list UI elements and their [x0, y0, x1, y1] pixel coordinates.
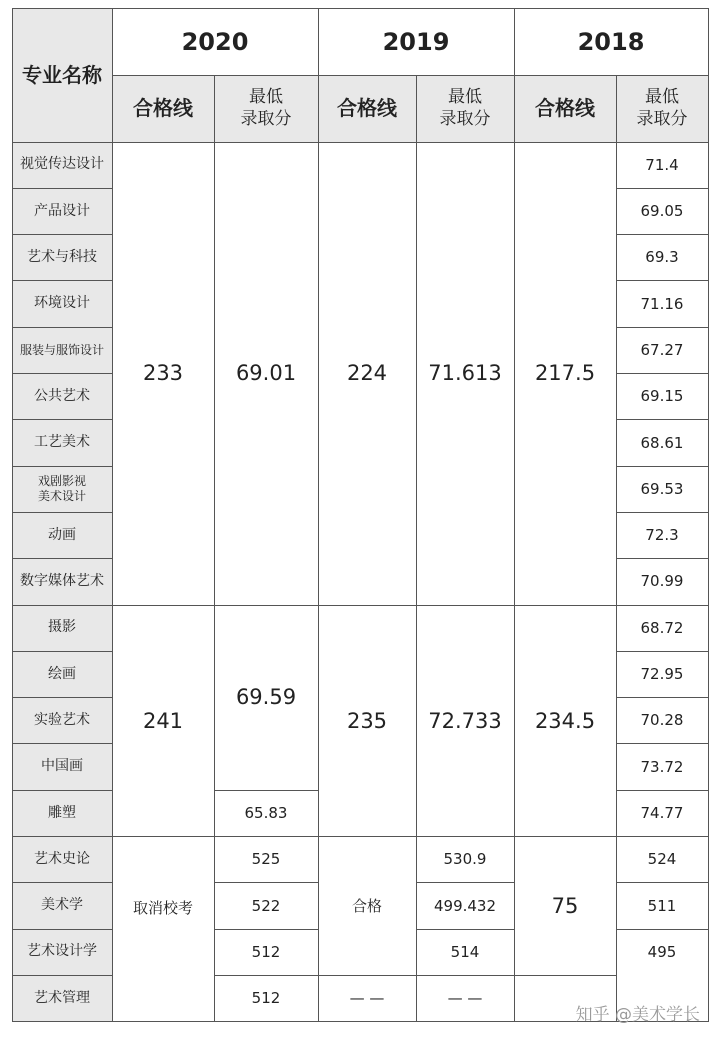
grid-line	[416, 882, 514, 883]
min-score-2020-cell: 512	[251, 942, 281, 961]
pass-line-header: 合格线	[112, 75, 214, 142]
grid-line	[12, 512, 112, 513]
major-name-cell: 绘画	[12, 651, 112, 697]
major-name-cell: 动画	[12, 512, 112, 558]
grid-line	[416, 929, 514, 930]
min-score-2018-cell: 74.77	[640, 803, 684, 822]
grid-line	[214, 975, 318, 976]
grid-line	[616, 419, 708, 420]
major-name-cell: 工艺美术	[12, 420, 112, 466]
major-name-cell: 艺术管理	[12, 975, 112, 1021]
grid-line	[112, 75, 708, 76]
min-score-2018-cell: 72.95	[640, 665, 684, 684]
min-score-2018-cell: 71.16	[640, 294, 684, 313]
major-column-header: 专业名称	[12, 8, 112, 142]
grid-line	[12, 929, 112, 930]
grid-line	[12, 419, 112, 420]
grid-line	[318, 8, 319, 1022]
grid-line	[616, 373, 708, 374]
min-score-2018-cell: 69.15	[640, 387, 684, 406]
min-score-2020-cell: 65.83	[244, 803, 288, 822]
year-header-2018: 2018	[577, 27, 645, 56]
min-score-2018-cell: 67.27	[640, 340, 684, 359]
pass-line-2020-cell: 取消校考	[132, 898, 193, 917]
grid-line	[214, 929, 318, 930]
major-name-cell: 环境设计	[12, 281, 112, 327]
major-name-cell: 视觉传达设计	[12, 142, 112, 188]
grid-line	[416, 975, 514, 976]
pass-line-2019-cell: 合格	[351, 896, 382, 915]
grid-line	[12, 790, 112, 791]
grid-line	[12, 975, 112, 976]
grid-line	[12, 8, 708, 9]
min-score-2018-cell: 511	[647, 896, 677, 915]
grid-line	[514, 975, 616, 976]
pass-line-2019-cell: 224	[346, 361, 388, 386]
min-score-2018-cell: 71.4	[645, 155, 679, 174]
min-score-2018-cell: 68.61	[640, 433, 684, 452]
grid-line	[514, 8, 515, 1022]
grid-line	[616, 466, 708, 467]
grid-line	[616, 188, 708, 189]
major-name-cell: 雕塑	[12, 790, 112, 836]
grid-line	[616, 234, 708, 235]
major-name-cell: 艺术史论	[12, 837, 112, 883]
grid-line	[616, 790, 708, 791]
major-name-cell: 美术学	[12, 883, 112, 929]
major-name-cell: 实验艺术	[12, 698, 112, 744]
min-score-2020-cell: 522	[251, 896, 281, 915]
grid-line	[616, 743, 708, 744]
watermark: 知乎 @美术学长	[575, 1005, 700, 1025]
grid-line	[12, 651, 112, 652]
min-score-2018-cell: 495	[647, 942, 677, 961]
grid-line	[616, 882, 708, 883]
grid-line	[616, 327, 708, 328]
grid-line	[12, 882, 112, 883]
grid-line	[12, 466, 112, 467]
grid-line	[12, 8, 13, 1022]
major-name-cell: 产品设计	[12, 188, 112, 234]
grid-line	[112, 8, 113, 1022]
pass-line-2020-cell: 241	[142, 708, 184, 733]
grid-line	[12, 373, 112, 374]
pass-line-header: 合格线	[514, 75, 616, 142]
grid-line	[12, 836, 708, 837]
min-score-2020-cell: 69.01	[235, 361, 297, 386]
min-score-2018-cell: 524	[647, 850, 677, 869]
grid-line	[616, 558, 708, 559]
pass-line-2018-cell: 75	[551, 893, 579, 918]
major-name-cell: 服装与服饰设计	[12, 327, 112, 373]
grid-line	[416, 75, 417, 1022]
min-score-2018-cell: 69.05	[640, 202, 684, 221]
major-name-cell: 艺术设计学	[12, 929, 112, 975]
min-score-2020-cell: 525	[251, 850, 281, 869]
min-score-2018-cell: 72.3	[645, 526, 679, 545]
min-score-2018-cell: 68.72	[640, 618, 684, 637]
grid-line	[616, 929, 708, 930]
min-score-2019-cell: — —	[447, 989, 483, 1008]
pass-line-2019-cell: — —	[349, 989, 385, 1008]
min-score-2019-cell: 71.613	[428, 361, 502, 386]
min-score-2018-cell: 73.72	[640, 757, 684, 776]
grid-line	[12, 188, 112, 189]
year-header-2020: 2020	[181, 27, 249, 56]
grid-line	[12, 743, 112, 744]
grid-line	[214, 75, 215, 1022]
min-score-2019-cell: 72.733	[428, 708, 502, 733]
year-header-2019: 2019	[382, 27, 450, 56]
grid-line	[616, 75, 617, 1022]
pass-line-2018-cell: 217.5	[534, 361, 596, 386]
min-score-2019-cell: 514	[450, 942, 480, 961]
grid-line	[12, 327, 112, 328]
min-score-header: 最低 录取分	[214, 75, 318, 142]
grid-line	[12, 234, 112, 235]
min-score-2018-cell: 70.28	[640, 711, 684, 730]
grid-line	[616, 512, 708, 513]
grid-line	[214, 790, 318, 791]
grid-line	[616, 651, 708, 652]
grid-line	[12, 605, 708, 606]
major-name-cell: 数字媒体艺术	[12, 559, 112, 605]
grid-line	[214, 882, 318, 883]
min-score-header: 最低 录取分	[416, 75, 514, 142]
min-score-2019-cell: 499.432	[433, 896, 497, 915]
major-name-cell: 公共艺术	[12, 374, 112, 420]
min-score-2018-cell: 70.99	[640, 572, 684, 591]
grid-line	[616, 697, 708, 698]
min-score-2019-cell: 530.9	[443, 850, 487, 869]
grid-line	[616, 280, 708, 281]
grid-line	[12, 697, 112, 698]
pass-line-header: 合格线	[318, 75, 416, 142]
pass-line-2020-cell: 233	[142, 361, 184, 386]
min-score-2020-cell: 69.59	[235, 685, 297, 710]
grid-line	[12, 558, 112, 559]
major-name-cell: 艺术与科技	[12, 235, 112, 281]
grid-line	[12, 280, 112, 281]
major-name-cell: 中国画	[12, 744, 112, 790]
min-score-2018-cell: 69.53	[640, 479, 684, 498]
grid-line	[318, 975, 416, 976]
major-name-cell: 戏剧影视 美术设计	[12, 466, 112, 512]
min-score-header: 最低 录取分	[616, 75, 708, 142]
pass-line-2019-cell: 235	[346, 708, 388, 733]
major-name-cell: 摄影	[12, 605, 112, 651]
min-score-2020-cell: 512	[251, 989, 281, 1008]
pass-line-2018-cell: 234.5	[534, 708, 596, 733]
grid-line	[12, 142, 708, 143]
grid-line	[708, 8, 709, 1022]
min-score-2018-cell: 69.3	[645, 248, 679, 267]
